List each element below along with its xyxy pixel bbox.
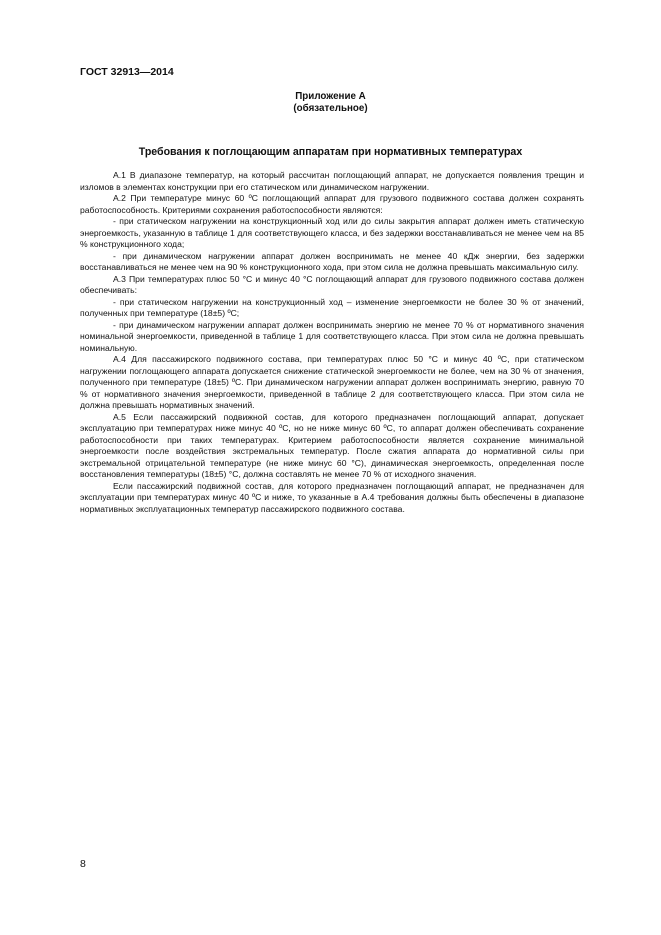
annex-status: (обязательное) xyxy=(293,103,368,114)
annex-title: Приложение А xyxy=(295,91,366,102)
page-number: 8 xyxy=(80,858,86,870)
paragraph-a2-item-1: - при статическом нагружении на конструкционный ход или до силы закрытия аппарат должен иметь статическую энергоемкость, указанную в таблице 1 для соответствующего класса, и без задержки восстанавливаться не менее чем на 85 % конструкционного хода; xyxy=(80,216,584,249)
paragraph-a3: А.3 При температурах плюс 50 °С и минус 40 °С поглощающий аппарат для грузового подвижного состава должен обеспечивать: xyxy=(80,273,584,295)
paragraph-a3-item-1: - при статическом нагружении на конструкционный ход – изменение энергоемкости не более 30 % от значений, полученных при температуре (18±5) ºС; xyxy=(80,296,584,318)
paragraph-a5: А.5 Если пассажирский подвижной состав, для которого предназначен поглощающий аппарат, допускает эксплуатацию при температурах ниже минус 40 ºС, но не ниже минус 60 ºС, то аппарат должен обеспечивать сохранение работоспособности при таких температурах. Критерием работоспособности является сохранение минимальной энергоемкости после воздействия экстремальных температур. После сжатия аппарата до нормативной силы при экстремальной отрицательной температуре (не ниже минус 60 °С), динамическая энергоемкость, определенная после восстановления температуры (18±5) °С, должна составлять не менее 70 % от исходного значения. xyxy=(80,411,584,479)
paragraph-a5-note: Если пассажирский подвижной состав, для которого предназначен поглощающий аппарат, не предназначен для эксплуатации при температурах минус 40 ºС и ниже, то указанные в А.4 требования должны быть обеспечены в диапазоне нормативных эксплуатационных температур пассажирского подвижного состава. xyxy=(80,480,584,514)
paragraph-a3-item-2: - при динамическом нагружении аппарат должен воспринимать энергию не менее 70 % от нормативного значения номинальной энергоемкости, приведенной в таблице 1 для соответствующего класса. При этом сила не должна превышать номинальную. xyxy=(80,319,584,353)
section-title: Требования к поглощающим аппаратам при нормативных температурах xyxy=(138,146,523,158)
paragraph-a4: А.4 Для пассажирского подвижного состава, при температурах плюс 50 °С и минус 40 ºС, при статическом нагружении поглощающего аппарата допускается снижение статической энергоемкости не более, чем на 30 % от значения, полученного при температуре (18±5) ºС. При динамическом нагружении аппарат должен воспринимать энергию, равную 70 % от нормативного значения энергоемкости, приведенной в таблице 2 для соответствующего класса. При этом сила не должна превышать нормативных значений. xyxy=(80,354,584,410)
paragraph-a2: А.2 При температуре минус 60 ºС поглощающий аппарат для грузового подвижного состава должен сохранять работоспособность. Критериями сохранения работоспособности являются: xyxy=(80,193,584,215)
paragraph-a2-item-2: - при динамическом нагружении аппарат должен воспринимать не менее 40 кДж энергии, без задержки восстанавливаться не менее чем на 90 % конструкционного хода, при этом сила не должна превышать максимальную силу. xyxy=(80,250,584,272)
document-body xyxy=(80,170,584,515)
paragraph-a1: А.1 В диапазоне температур, на который рассчитан поглощающий аппарат, не допускается появления трещин и изломов в элементах конструкции при его статическом или динамическом нагружении. xyxy=(80,170,584,192)
document-id: ГОСТ 32913—2014 xyxy=(80,66,174,78)
